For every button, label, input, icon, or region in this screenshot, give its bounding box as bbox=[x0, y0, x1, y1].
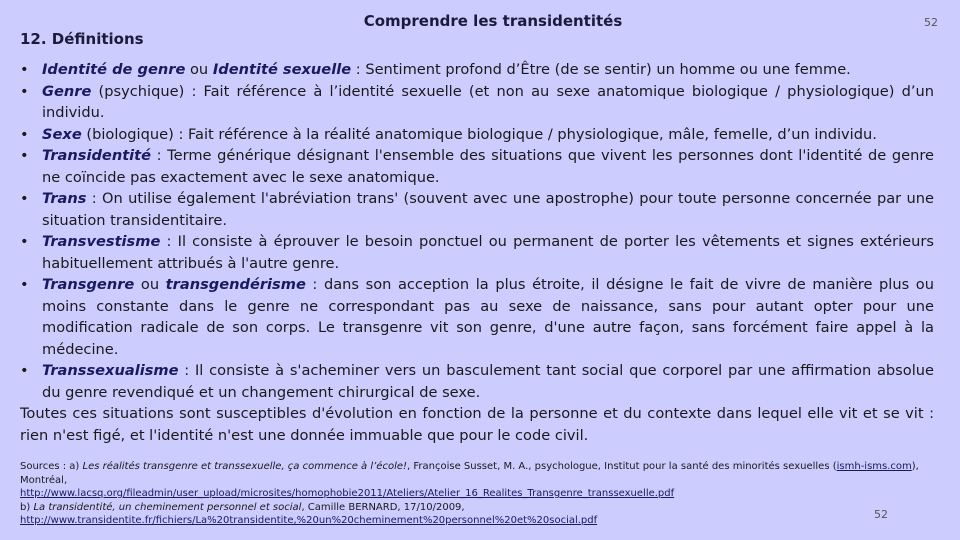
definition-text: (biologique) : Fait référence à la réalité anatomique biologique / physiologique, mâle, femelle, d’un individu. bbox=[81, 125, 877, 143]
definition-joiner: ou bbox=[185, 61, 213, 78]
definition-text: : Terme générique désignant l'ensemble des situations que vivent les personnes dont l'identité de genre ne coïncide pas exactement avec le sexe anatomique. bbox=[42, 147, 934, 186]
definition-term: Identité de genre bbox=[42, 61, 186, 78]
definition-term-alt: transgendérisme bbox=[165, 276, 306, 293]
definition-item bbox=[20, 231, 934, 274]
page-number-bottom: 52 bbox=[874, 508, 888, 521]
source-a-site-link[interactable]: ismh-isms.com bbox=[836, 461, 912, 472]
definition-term: Trans bbox=[42, 190, 87, 207]
source-b-title: La transidentité, un cheminement personnel et social bbox=[33, 501, 302, 513]
definition-term: Transgenre bbox=[42, 276, 135, 293]
definition-text: (psychique) : Fait référence à l’identité sexuelle (et non au sexe anatomique biologique / physiologique) d’un individu. bbox=[42, 82, 934, 121]
source-b-prefix: b) bbox=[20, 501, 34, 513]
concluding-note: Toutes ces situations sont susceptibles d'évolution en fonction de la personne et du contexte dans lequel elle vit et se vit : rien n'est figé, et l'identité n'est une donnée immuable que pour le code civil. bbox=[20, 405, 934, 444]
source-a-url-link[interactable]: http://www.lacsq.org/fileadmin/user_upload/microsites/homophobie2011/Ateliers/Atelier_16_Realites_Transgenre_transsexuelle.pdf bbox=[20, 488, 675, 499]
definition-text: : On utilise également l'abréviation trans' (souvent avec une apostrophe) pour toute personne concernée par une situation transidentitaire. bbox=[42, 190, 934, 229]
source-b-author: , Camille BERNARD, 17/10/2009, bbox=[301, 501, 465, 513]
definition-joiner: ou bbox=[134, 276, 166, 293]
definition-item bbox=[20, 360, 934, 403]
definition-item bbox=[20, 59, 934, 81]
definition-text: : Sentiment profond d’Être (de se sentir) un homme ou une femme. bbox=[351, 61, 851, 78]
definition-term: Transvestisme bbox=[42, 233, 161, 250]
definition-term: Transidentité bbox=[42, 147, 152, 164]
definition-text: : Il consiste à s'acheminer vers un basculement tant social que corporel par une affirmation absolue du genre revendiqué et un changement chirurgical de sexe. bbox=[42, 362, 934, 401]
definition-text: : dans son acception la plus étroite, il désigne le fait de vivre de manière plus ou moins constante dans le genre ne correspondant pas au sexe de naissance, sans pour autant opter pour une modification radicale de son corps. Le transgenre vit son genre, d'une autre façon, sans forcément faire appel à la médecine. bbox=[42, 276, 934, 358]
source-a-city: ), Montréal, bbox=[20, 461, 919, 486]
source-a-author: , Françoise Susset, M. A., psychologue, Institut pour la santé des minorités sexuelles ( bbox=[407, 461, 837, 472]
section-label: 12. Définitions bbox=[20, 30, 144, 48]
slide-title: Comprendre les transidentités bbox=[363, 12, 623, 30]
definitions-list bbox=[20, 59, 934, 403]
definition-item bbox=[20, 274, 934, 360]
definition-item bbox=[20, 188, 934, 231]
definition-item bbox=[20, 124, 934, 146]
definition-item bbox=[20, 145, 934, 188]
source-b-url-link[interactable]: http://www.transidentite.fr/fichiers/La%20transidentite,%20un%20cheminement%20personnel%20et%20social.pdf bbox=[20, 515, 598, 526]
source-a-title: Les réalités transgenre et transsexuelle, ça commence à l’école! bbox=[82, 461, 408, 472]
definition-term-alt: Identité sexuelle bbox=[212, 61, 352, 78]
definition-term: Genre bbox=[42, 82, 92, 100]
definition-term: Sexe bbox=[42, 125, 82, 143]
page-number-top: 52 bbox=[924, 16, 938, 29]
definition-term: Transsexualisme bbox=[42, 362, 179, 379]
definition-text: : Il consiste à éprouver le besoin ponctuel ou permanent de porter les vêtements et signes extérieurs habituellement attribués à l'autre genre. bbox=[42, 233, 934, 272]
sources-block bbox=[20, 460, 934, 528]
definition-item bbox=[20, 81, 934, 124]
sources-prefix: Sources : a) bbox=[20, 461, 83, 472]
